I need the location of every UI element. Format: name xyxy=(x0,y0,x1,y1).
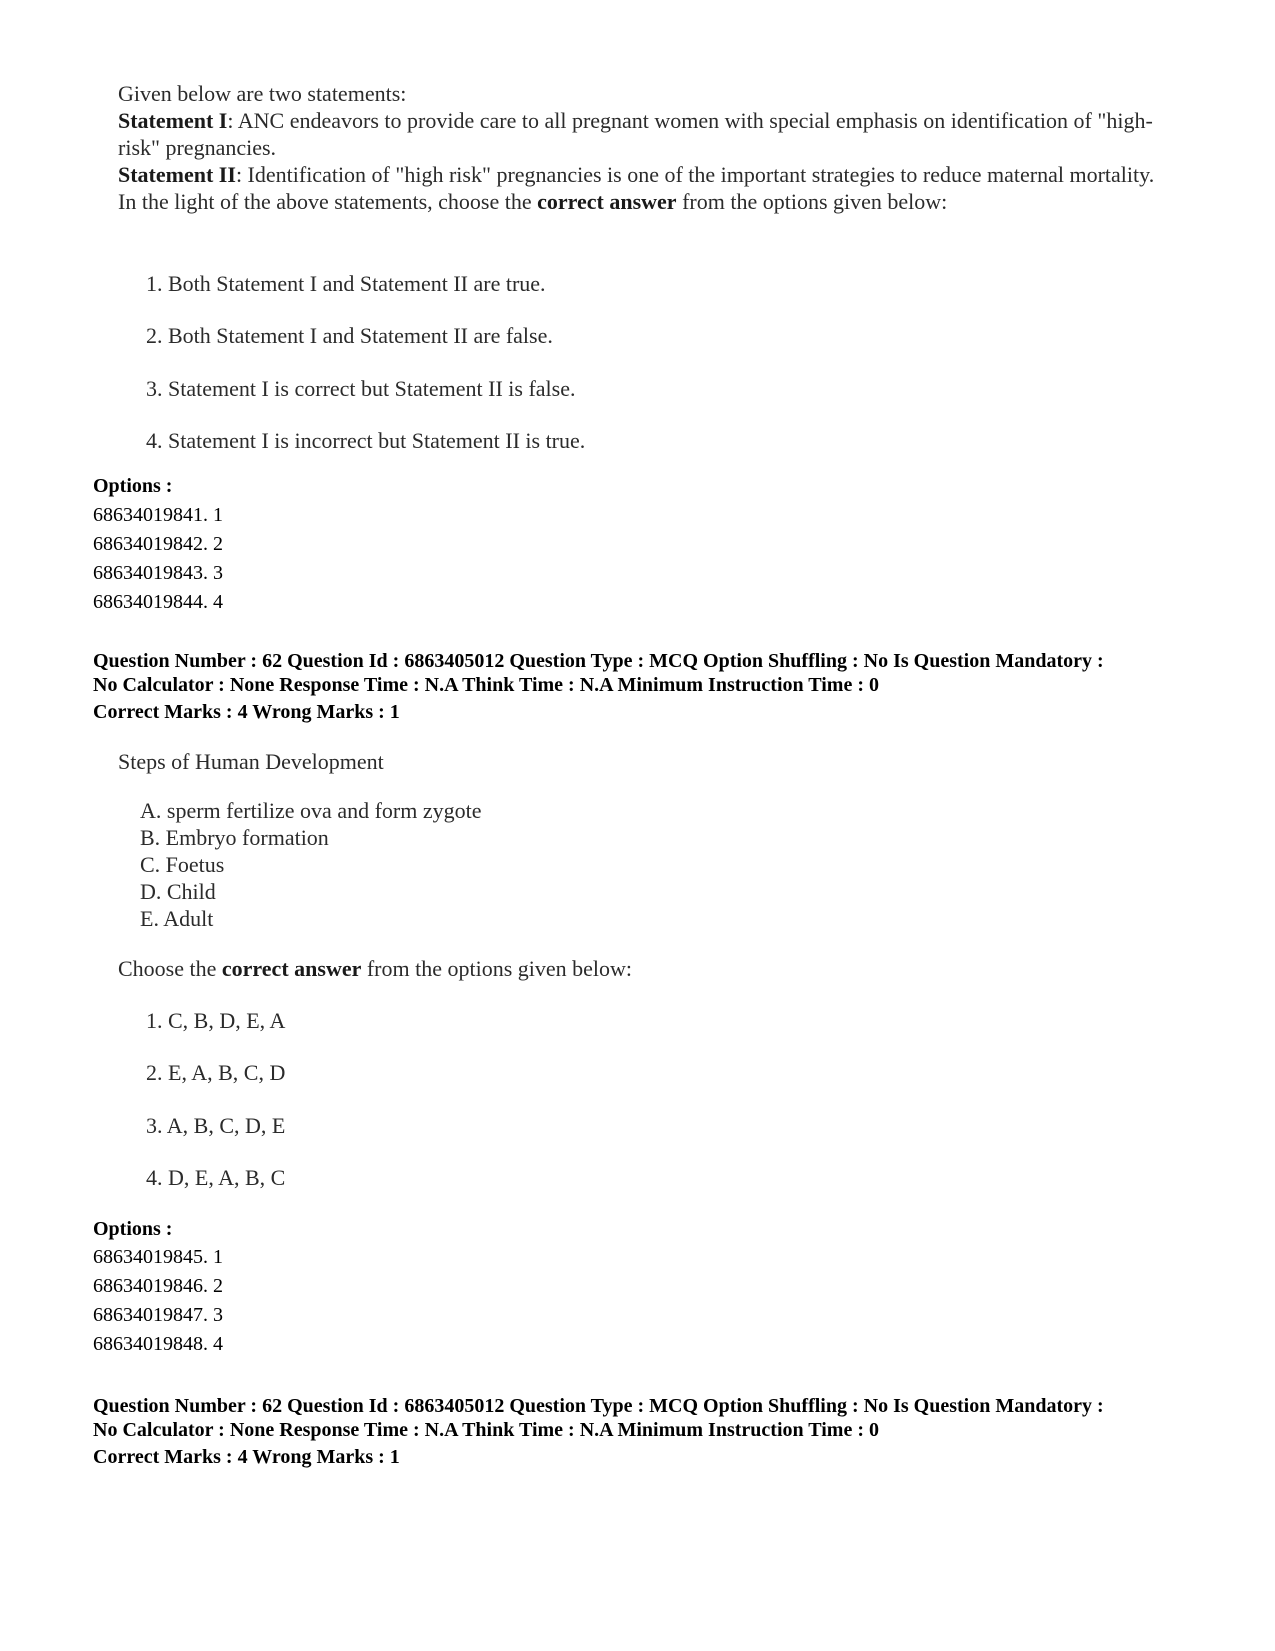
q62-choice-3: 3. A, B, C, D, E xyxy=(146,1113,286,1138)
q61-option-id: 68634019844. 4 xyxy=(93,591,223,613)
q62-meta-line-1: Question Number : 62 Question Id : 6863405012 Question Type : MCQ Option Shuffling : No Is Question Mandatory : xyxy=(93,650,1104,672)
q61-choice-3: 3. Statement I is correct but Statement II is false. xyxy=(146,376,576,401)
q61-option-id: 68634019843. 3 xyxy=(93,562,223,584)
q61-options-label: Options : xyxy=(93,475,173,497)
q62-choice-1: 1. C, B, D, E, A xyxy=(146,1008,286,1033)
q61-statement-1-text: : ANC endeavors to provide care to all pregnant women with special emphasis on identification of "high-risk" pregnancies. xyxy=(118,108,1153,160)
q63-meta-line-1: Question Number : 62 Question Id : 6863405012 Question Type : MCQ Option Shuffling : No Is Question Mandatory : xyxy=(93,1395,1104,1417)
q62-choice-4: 4. D, E, A, B, C xyxy=(146,1165,286,1190)
q62-instruction-pre: Choose the xyxy=(118,956,222,981)
q62-marks: Correct Marks : 4 Wrong Marks : 1 xyxy=(93,701,400,723)
q61-intro: Given below are two statements: xyxy=(118,81,407,106)
q62-step-b: B. Embryo formation xyxy=(140,825,329,850)
q61-choice-2: 2. Both Statement I and Statement II are false. xyxy=(146,323,553,348)
q63-meta-line-2: No Calculator : None Response Time : N.A Think Time : N.A Minimum Instruction Time : 0 xyxy=(93,1419,879,1441)
q62-options-label: Options : xyxy=(93,1218,173,1240)
q61-instruction-pre: In the light of the above statements, choose the xyxy=(118,189,538,214)
q62-step-c: C. Foetus xyxy=(140,852,225,877)
q61-statement-2-text: : Identification of "high risk" pregnancies is one of the important strategies to reduce maternal mortality. xyxy=(235,162,1155,187)
q61-instruction-post: from the options given below: xyxy=(676,189,948,214)
q62-meta-line-2: No Calculator : None Response Time : N.A Think Time : N.A Minimum Instruction Time : 0 xyxy=(93,674,879,696)
q61-instruction xyxy=(118,188,1178,215)
q62-option-id: 68634019846. 2 xyxy=(93,1275,223,1297)
q61-option-ids xyxy=(93,501,223,617)
q62-option-ids xyxy=(93,1243,223,1359)
q61-statement-2 xyxy=(118,161,1178,188)
q61-choice-1: 1. Both Statement I and Statement II are true. xyxy=(146,271,546,296)
q62-instruction-bold: correct answer xyxy=(221,956,362,981)
q61-statement-1-label: Statement I xyxy=(118,108,228,133)
q62-title xyxy=(118,748,384,775)
q62-instruction xyxy=(118,955,1018,982)
q62-meta xyxy=(93,649,1213,697)
q61-statement-2-label: Statement II xyxy=(118,162,236,187)
q61-question-body xyxy=(118,80,1178,215)
q61-option-id: 68634019842. 2 xyxy=(93,533,223,555)
q61-option-id: 68634019841. 1 xyxy=(93,504,223,526)
q62-option-id: 68634019845. 1 xyxy=(93,1246,223,1268)
q61-statement-1 xyxy=(118,107,1178,161)
q62-step-a: A. sperm fertilize ova and form zygote xyxy=(140,798,482,823)
q62-choice-2: 2. E, A, B, C, D xyxy=(146,1060,286,1085)
q62-step-d: D. Child xyxy=(140,879,216,904)
q62-option-id: 68634019848. 4 xyxy=(93,1333,223,1355)
q61-choice-4: 4. Statement I is incorrect but Statement II is true. xyxy=(146,428,586,453)
q62-option-id: 68634019847. 3 xyxy=(93,1304,223,1326)
q62-instruction-post: from the options given below: xyxy=(361,956,633,981)
q61-instruction-bold: correct answer xyxy=(537,189,677,214)
q62-title-text: Steps of Human Development xyxy=(118,749,384,774)
q62-step-e: E. Adult xyxy=(140,906,214,931)
q63-marks: Correct Marks : 4 Wrong Marks : 1 xyxy=(93,1446,400,1468)
q63-meta xyxy=(93,1394,1213,1442)
